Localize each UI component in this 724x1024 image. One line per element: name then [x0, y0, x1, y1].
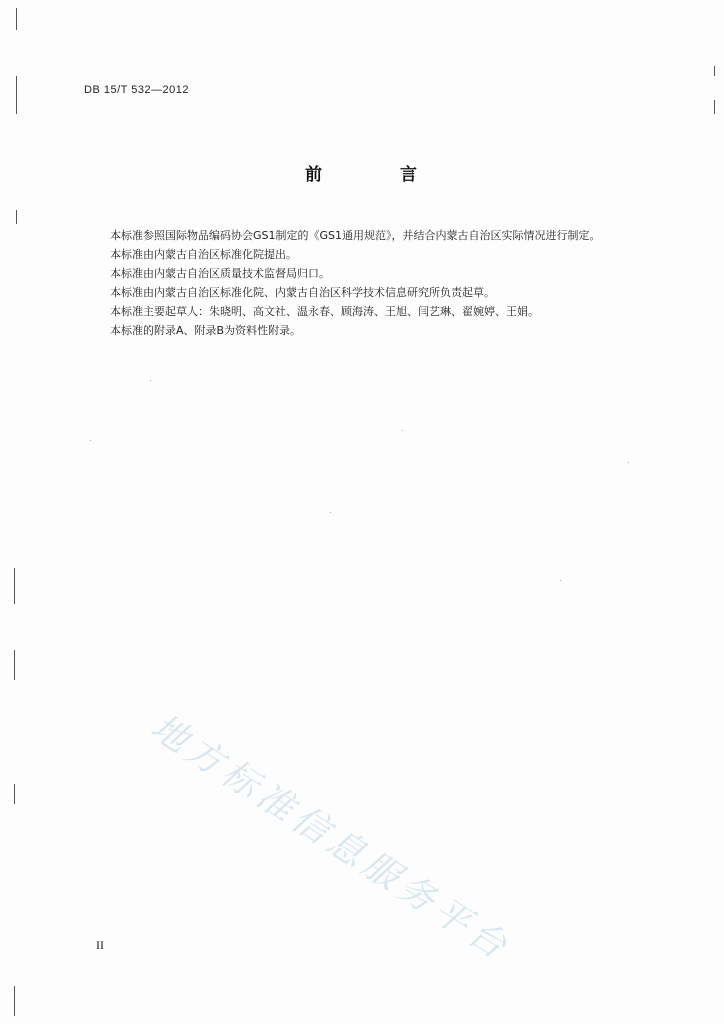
binding-mark — [14, 784, 15, 804]
preface-paragraph: 本标准由内蒙古自治区质量技术监督局归口。 — [110, 267, 330, 280]
scan-speck — [330, 512, 331, 513]
page-title: 前 言 — [305, 165, 453, 185]
scan-speck — [150, 380, 151, 381]
scan-speck — [560, 580, 561, 581]
scan-speck — [90, 440, 91, 441]
binding-mark — [14, 650, 15, 680]
preface-paragraph: 本标准由内蒙古自治区标准化院提出。 — [110, 248, 297, 261]
scan-speck — [402, 430, 403, 431]
binding-mark — [714, 100, 715, 114]
binding-mark — [714, 66, 715, 76]
binding-mark — [14, 986, 15, 1016]
preface-body — [110, 226, 670, 340]
preface-paragraph: 本标准由内蒙古自治区标准化院、内蒙古自治区科学技术信息研究所负责起草。 — [110, 286, 495, 299]
preface-paragraph: 本标准参照国际物品编码协会GS1制定的《GS1通用规范》，并结合内蒙古自治区实际情况进行制定。 — [110, 229, 601, 242]
document-code: DB 15/T 532—2012 — [84, 84, 190, 96]
binding-mark — [14, 568, 15, 604]
binding-mark — [16, 8, 17, 30]
preface-paragraph: 本标准的附录A、附录B为资料性附录。 — [110, 324, 302, 337]
watermark: 地方标准信息服务平台 — [143, 706, 518, 970]
binding-mark — [16, 210, 17, 224]
page-number: II — [96, 938, 104, 952]
preface-paragraph: 本标准主要起草人：朱晓明、高文社、温永春、顾海涛、王旭、闫艺琳、翟婉婷、王娟。 — [110, 305, 539, 318]
binding-mark — [16, 76, 17, 114]
scan-speck — [628, 462, 629, 463]
